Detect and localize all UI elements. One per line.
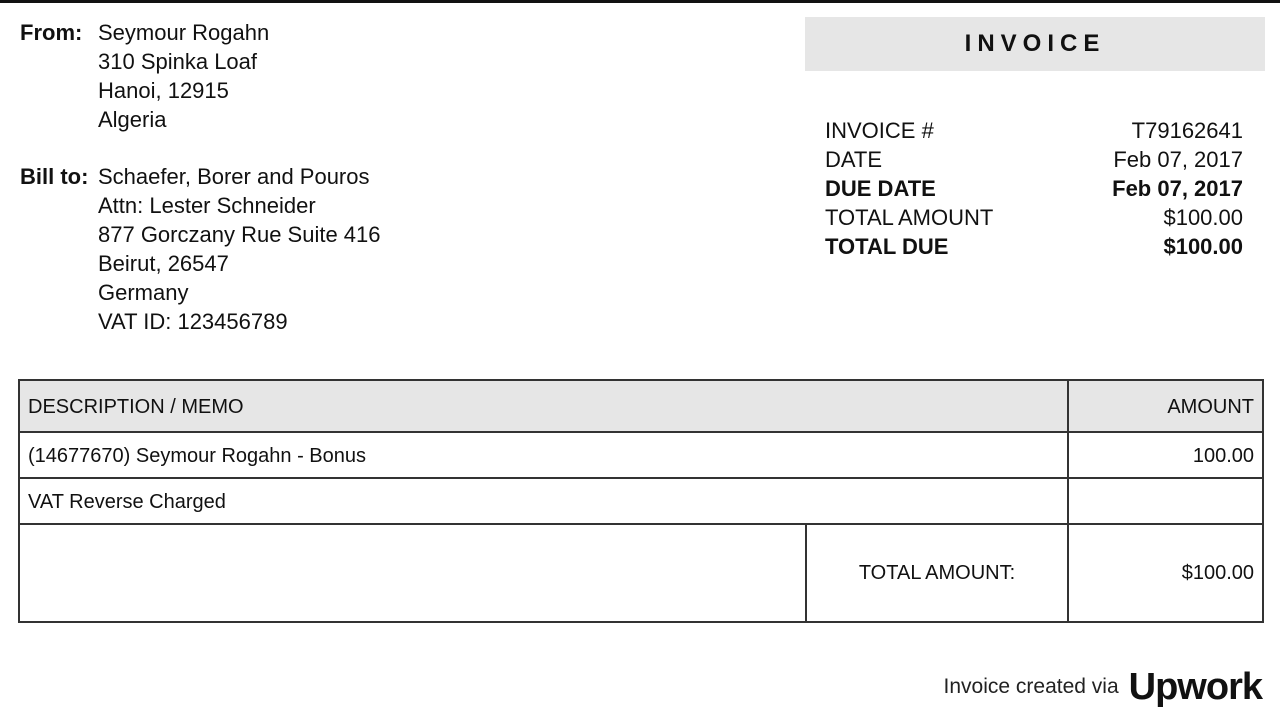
meta-value: T79162641 xyxy=(1131,118,1243,143)
meta-label: TOTAL DUE xyxy=(825,234,949,259)
from-line-0 xyxy=(20,18,381,47)
meta-value: $100.00 xyxy=(1163,205,1243,230)
line-items-table xyxy=(18,379,1264,623)
meta-row-due-date xyxy=(825,174,1243,203)
meta-row-total-due xyxy=(825,232,1243,261)
meta-value: Feb 07, 2017 xyxy=(1112,176,1243,201)
total-value: $100.00 xyxy=(1181,562,1254,584)
header-amount: AMOUNT xyxy=(1167,396,1254,418)
meta-row-date xyxy=(825,145,1243,174)
meta-label: DATE xyxy=(825,147,883,172)
meta-row-invoice-number xyxy=(825,116,1243,145)
row-description: VAT Reverse Charged xyxy=(28,491,226,513)
from-line-3: Algeria xyxy=(98,107,167,132)
header-description: DESCRIPTION / MEMO xyxy=(28,396,244,418)
top-border xyxy=(0,0,1280,3)
from-line-1: 310 Spinka Loaf xyxy=(98,49,258,74)
from-label: From: xyxy=(20,20,83,45)
meta-value: $100.00 xyxy=(1163,234,1243,259)
bill-to-line-0 xyxy=(20,162,381,191)
bill-to-company: Schaefer, Borer and Pouros xyxy=(98,164,370,189)
footer xyxy=(944,668,1262,706)
meta-label: TOTAL AMOUNT xyxy=(825,205,994,230)
address-block xyxy=(20,18,381,336)
bill-to-label: Bill to: xyxy=(20,164,89,189)
bill-to-line-4: Germany xyxy=(98,280,189,305)
column-divider xyxy=(1067,381,1069,621)
row-divider xyxy=(20,523,1262,525)
bill-to-line-5: VAT ID: 123456789 xyxy=(98,309,288,334)
meta-value: Feb 07, 2017 xyxy=(1113,147,1243,172)
invoice-meta xyxy=(825,116,1243,261)
meta-label: DUE DATE xyxy=(825,176,936,201)
from-line-2: Hanoi, 12915 xyxy=(98,78,229,103)
row-divider xyxy=(20,477,1262,479)
meta-row-total-amount xyxy=(825,203,1243,232)
upwork-logo: Upwork xyxy=(1128,666,1262,708)
bill-to-line-3: Beirut, 26547 xyxy=(98,251,229,276)
meta-label: INVOICE # xyxy=(825,118,934,143)
invoice-title: INVOICE xyxy=(805,17,1265,71)
row-amount: 100.00 xyxy=(1192,445,1254,467)
bill-to-line-1: Attn: Lester Schneider xyxy=(98,193,316,218)
footer-text: Invoice created via xyxy=(943,675,1119,698)
from-name: Seymour Rogahn xyxy=(98,20,270,45)
bill-to-line-2: 877 Gorczany Rue Suite 416 xyxy=(98,222,381,247)
row-description: (14677670) Seymour Rogahn - Bonus xyxy=(28,445,366,467)
total-label: TOTAL AMOUNT: xyxy=(858,562,1016,584)
